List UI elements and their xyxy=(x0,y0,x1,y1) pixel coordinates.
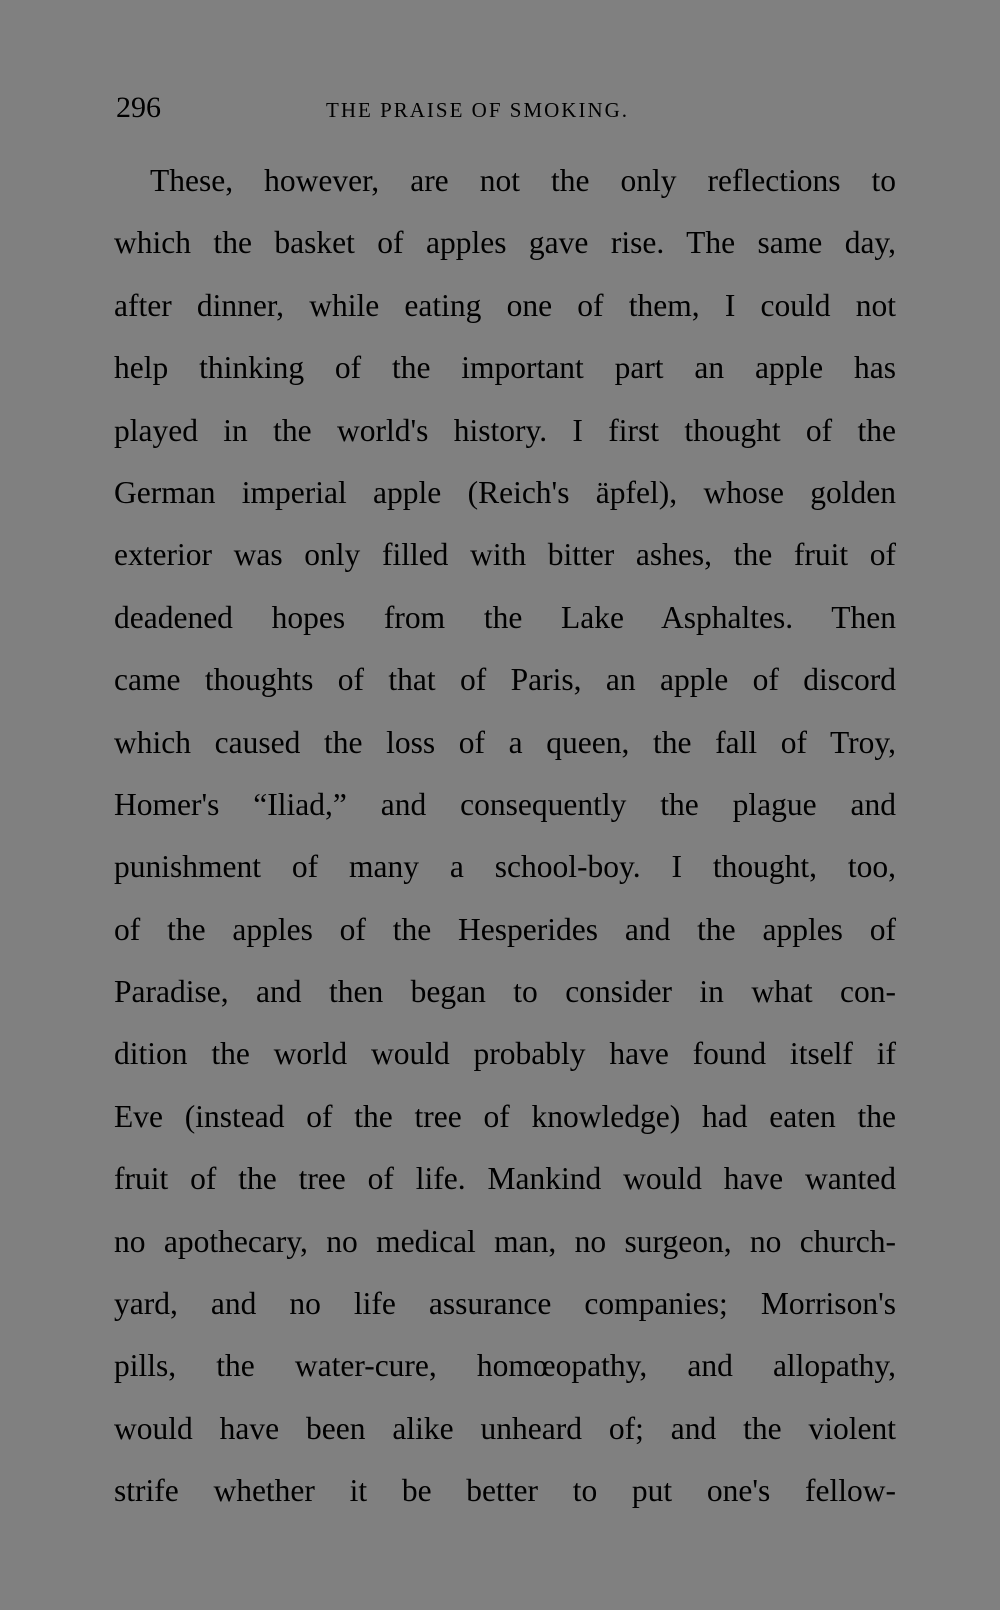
text-line: played in the world's history. I first thought of the xyxy=(114,412,896,448)
text-line: no apothecary, no medical man, no surgeon, no church- xyxy=(114,1223,896,1259)
text-line: Paradise, and then began to consider in what con- xyxy=(114,974,896,1010)
body-text xyxy=(114,150,896,1523)
text-line: fruit of the tree of life. Mankind would have wanted xyxy=(114,1161,896,1197)
text-line: which the basket of apples gave rise. The same day, xyxy=(114,225,896,261)
text-line: exterior was only filled with bitter ashes, the fruit of xyxy=(114,537,896,573)
text-line: help thinking of the important part an apple has xyxy=(114,350,896,386)
text-line: pills, the water-cure, homœopathy, and allopathy, xyxy=(114,1348,896,1384)
text-line: strife whether it be better to put one's fellow- xyxy=(114,1473,896,1509)
text-line: dition the world would probably have found itself if xyxy=(114,1036,896,1072)
text-line: punishment of many a school-boy. I thought, too, xyxy=(114,849,896,885)
running-title: THE PRAISE OF SMOKING. xyxy=(326,98,630,122)
text-line: Eve (instead of the tree of knowledge) had eaten the xyxy=(114,1098,896,1134)
text-line: which caused the loss of a queen, the fall of Troy, xyxy=(114,724,896,760)
text-line: after dinner, while eating one of them, I could not xyxy=(114,287,896,323)
text-line: yard, and no life assurance companies; Morrison's xyxy=(114,1286,896,1322)
text-line: Homer's “Iliad,” and consequently the plague and xyxy=(114,786,896,822)
text-line: came thoughts of that of Paris, an apple of discord xyxy=(114,662,896,698)
text-line: of the apples of the Hesperides and the apples of xyxy=(114,911,896,947)
text-line: These, however, are not the only reflections to xyxy=(150,163,896,198)
text-line: German imperial apple (Reich's äpfel), whose golden xyxy=(114,474,896,510)
page-number: 296 xyxy=(116,91,161,124)
page-header xyxy=(116,88,896,128)
text-line: would have been alike unheard of; and the violent xyxy=(114,1410,896,1446)
text-line: deadened hopes from the Lake Asphaltes. Then xyxy=(114,599,896,635)
